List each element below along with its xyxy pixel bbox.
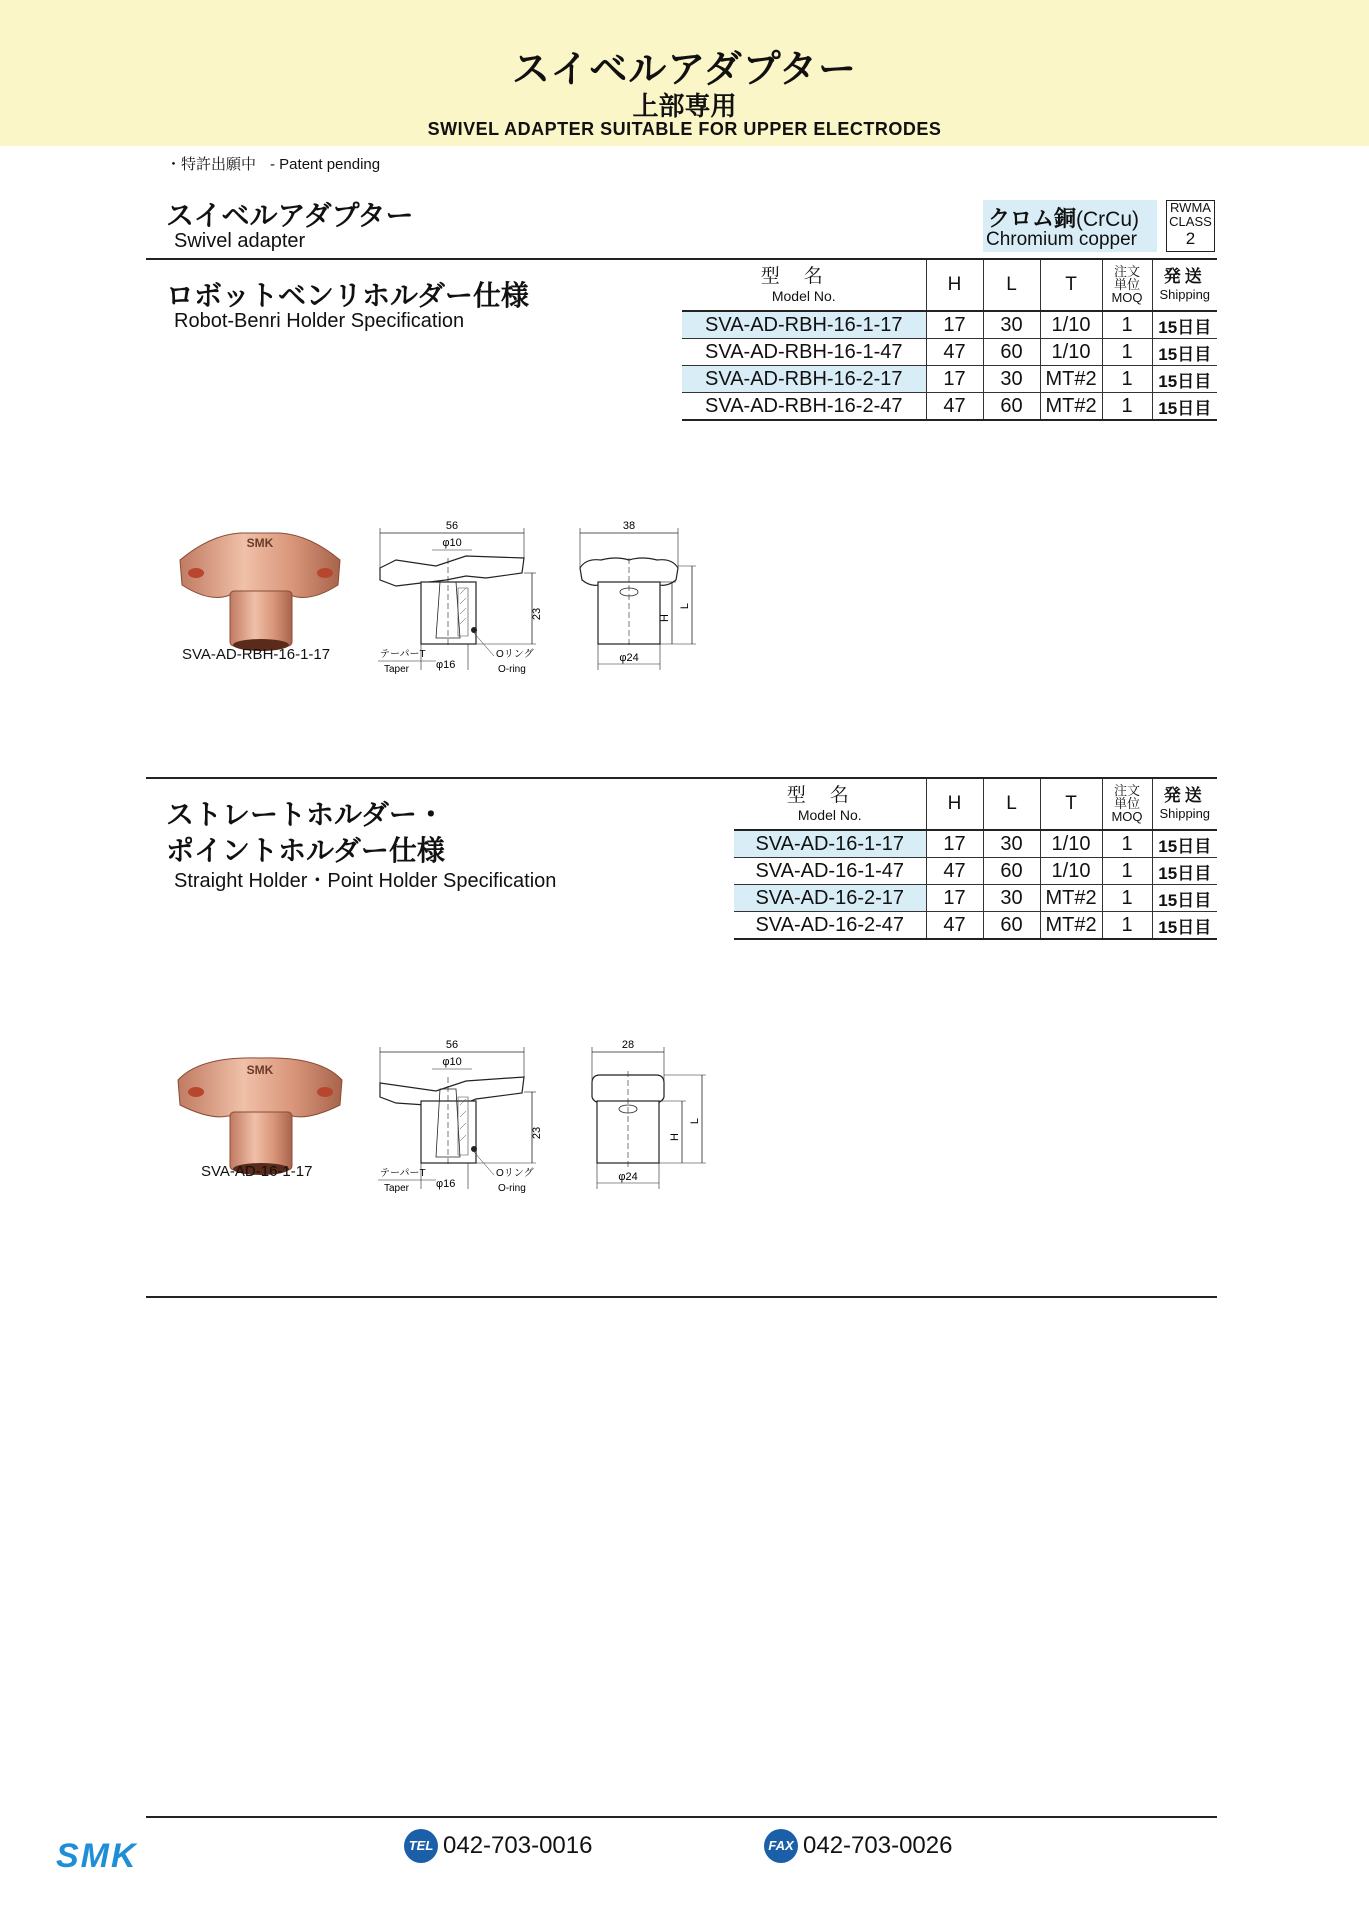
oring-jp: Oリング [496, 1168, 534, 1179]
section1-photo-caption: SVA-AD-RBH-16-1-17 [182, 646, 331, 663]
cell-t: 1/10 [1040, 311, 1102, 339]
table-row [682, 339, 1217, 366]
cell-model: SVA-AD-RBH-16-2-47 [682, 393, 926, 421]
th-moq-jp2: 単位 [1113, 796, 1140, 811]
cell-ship: 15日目 [1152, 830, 1217, 858]
dim-56: 56 [445, 520, 459, 532]
table-header-row [682, 260, 1217, 311]
cell-ship: 15日目 [1152, 912, 1217, 940]
cell-t: MT#2 [1040, 885, 1102, 912]
page-subtitle-en: SWIVEL ADAPTER SUITABLE FOR UPPER ELECTRODES [427, 119, 942, 139]
dim-l: L [689, 1117, 701, 1125]
page-title: スイベルアダプター [512, 47, 857, 91]
th-ship-en: Shipping [1159, 287, 1211, 302]
dim-phi10: φ10 [442, 1056, 462, 1068]
table-row [682, 393, 1217, 421]
product-title-jp: スイベルアダプター [166, 199, 414, 232]
dim-phi24: φ24 [618, 1171, 638, 1183]
patent-note [166, 153, 394, 174]
th-moq [1102, 260, 1152, 311]
th-shipping [1152, 779, 1217, 830]
section2-bottom-rule [146, 1296, 1217, 1298]
cell-t: 1/10 [1040, 830, 1102, 858]
th-shipping [1152, 260, 1217, 311]
cell-model: SVA-AD-RBH-16-1-17 [682, 311, 926, 339]
th-moq-en: MOQ [1111, 290, 1143, 305]
section2-title-jp-line2: ポイントホルダー仕様 [166, 834, 445, 867]
cell-t: MT#2 [1040, 912, 1102, 940]
table-header-row [734, 779, 1217, 830]
th-l: L [983, 779, 1040, 830]
th-moq-en: MOQ [1111, 809, 1143, 824]
th-ship-jp: 発送 [1163, 267, 1206, 286]
section2-photo-caption: SVA-AD-16-1-17 [201, 1163, 313, 1180]
section2-spec-table [734, 779, 1217, 940]
cell-t: 1/10 [1040, 339, 1102, 366]
patent-note-en: - Patent pending [270, 156, 381, 173]
cell-model: SVA-AD-16-1-47 [734, 858, 926, 885]
cell-moq: 1 [1102, 830, 1152, 858]
cell-model: SVA-AD-16-2-47 [734, 912, 926, 940]
cell-h: 17 [926, 885, 983, 912]
table-row [734, 912, 1217, 940]
th-l: L [983, 260, 1040, 311]
dim-28: 28 [621, 1039, 635, 1051]
section1-spec-table [682, 260, 1217, 421]
th-ship-jp: 発送 [1163, 786, 1206, 805]
cell-l: 60 [983, 858, 1040, 885]
th-moq [1102, 779, 1152, 830]
section1-drawing-side [376, 518, 556, 678]
dim-h: H [669, 1133, 681, 1141]
cell-h: 47 [926, 858, 983, 885]
material-name-jp: クロム銅 [988, 207, 1077, 232]
tel-number: 042-703-0016 [443, 1832, 593, 1859]
th-model-en: Model No. [771, 288, 836, 304]
th-h: H [926, 779, 983, 830]
footer-rule [146, 1816, 1217, 1818]
cell-l: 30 [983, 830, 1040, 858]
taper-jp: テーパーT [380, 649, 426, 660]
dim-56: 56 [445, 1039, 459, 1051]
cell-model: SVA-AD-RBH-16-1-47 [682, 339, 926, 366]
fax-number: 042-703-0026 [803, 1832, 953, 1859]
dim-phi10: φ10 [442, 537, 462, 549]
cell-h: 47 [926, 912, 983, 940]
patent-note-jp: ・特許出願中 [166, 155, 257, 173]
dim-23: 23 [531, 607, 543, 621]
section1-drawing-front [576, 518, 706, 678]
cell-moq: 1 [1102, 366, 1152, 393]
section1-product-photo [170, 525, 350, 655]
taper-en: Taper [384, 1183, 410, 1194]
cell-l: 60 [983, 339, 1040, 366]
th-model-en: Model No. [797, 807, 862, 823]
section2-title-jp-line1: ストレートホルダー・ [166, 798, 445, 831]
material-symbol: (CrCu) [1076, 208, 1140, 231]
rwma-line1: RWMA [1170, 200, 1211, 215]
th-ship-en: Shipping [1159, 806, 1211, 821]
cell-l: 30 [983, 366, 1040, 393]
section2-title-en: Straight Holder・Point Holder Specification [174, 870, 557, 892]
cell-l: 60 [983, 912, 1040, 940]
cell-h: 47 [926, 339, 983, 366]
table-row [682, 366, 1217, 393]
taper-jp: テーパーT [380, 1168, 426, 1179]
cell-model: SVA-AD-RBH-16-2-17 [682, 366, 926, 393]
cell-l: 30 [983, 885, 1040, 912]
cell-moq: 1 [1102, 912, 1152, 940]
th-model-jp: 型名 [760, 266, 847, 287]
cell-h: 47 [926, 393, 983, 421]
logo-text: SMK [56, 1838, 138, 1872]
cell-t: MT#2 [1040, 393, 1102, 421]
dim-l: L [679, 602, 691, 610]
cell-ship: 15日目 [1152, 339, 1217, 366]
fax-badge: FAX [764, 1829, 798, 1863]
table-row [734, 830, 1217, 858]
svg-text:SMK: SMK [246, 536, 274, 550]
cell-t: 1/10 [1040, 858, 1102, 885]
cell-moq: 1 [1102, 885, 1152, 912]
cell-moq: 1 [1102, 393, 1152, 421]
oring-en: O-ring [498, 1183, 526, 1194]
section1-title-en: Robot-Benri Holder Specification [174, 310, 465, 332]
dim-phi16: φ16 [436, 659, 456, 671]
taper-en: Taper [384, 664, 410, 675]
cell-l: 60 [983, 393, 1040, 421]
th-model [682, 260, 926, 311]
section2-drawing-front [586, 1037, 716, 1197]
section2-drawing-side [376, 1037, 556, 1197]
oring-en: O-ring [498, 664, 526, 675]
dim-23: 23 [531, 1126, 543, 1140]
table-row [734, 858, 1217, 885]
dim-38: 38 [622, 520, 636, 532]
th-moq-jp1: 注文 [1113, 264, 1140, 279]
tel-badge: TEL [404, 1829, 438, 1863]
cell-moq: 1 [1102, 311, 1152, 339]
cell-model: SVA-AD-16-2-17 [734, 885, 926, 912]
dim-h: H [659, 614, 671, 622]
material-en: Chromium copper [986, 229, 1137, 250]
table-row [682, 311, 1217, 339]
cell-ship: 15日目 [1152, 885, 1217, 912]
section2-product-photo [170, 1050, 350, 1180]
svg-text:SMK: SMK [246, 1063, 274, 1077]
rwma-value: 2 [1185, 229, 1196, 248]
rwma-line2: CLASS [1169, 214, 1212, 229]
product-title-en: Swivel adapter [174, 230, 306, 252]
oring-jp: Oリング [496, 649, 534, 660]
th-moq-jp2: 単位 [1113, 277, 1140, 292]
dim-phi24: φ24 [619, 652, 639, 664]
th-t: T [1040, 779, 1102, 830]
th-h: H [926, 260, 983, 311]
cell-model: SVA-AD-16-1-17 [734, 830, 926, 858]
cell-ship: 15日目 [1152, 366, 1217, 393]
page-subtitle-jp: 上部専用 [632, 92, 737, 122]
section1-title-jp: ロボットベンリホルダー仕様 [166, 279, 529, 312]
cell-t: MT#2 [1040, 366, 1102, 393]
th-t: T [1040, 260, 1102, 311]
th-moq-jp1: 注文 [1113, 783, 1140, 798]
cell-h: 17 [926, 311, 983, 339]
smk-logo [56, 1838, 160, 1872]
cell-ship: 15日目 [1152, 393, 1217, 421]
cell-ship: 15日目 [1152, 311, 1217, 339]
cell-l: 30 [983, 311, 1040, 339]
table-row [734, 885, 1217, 912]
th-model-jp: 型名 [786, 785, 873, 806]
rwma-class-box [1166, 200, 1215, 252]
cell-moq: 1 [1102, 858, 1152, 885]
cell-ship: 15日目 [1152, 858, 1217, 885]
th-model [734, 779, 926, 830]
cell-h: 17 [926, 830, 983, 858]
dim-phi16: φ16 [436, 1178, 456, 1190]
cell-moq: 1 [1102, 339, 1152, 366]
cell-h: 17 [926, 366, 983, 393]
